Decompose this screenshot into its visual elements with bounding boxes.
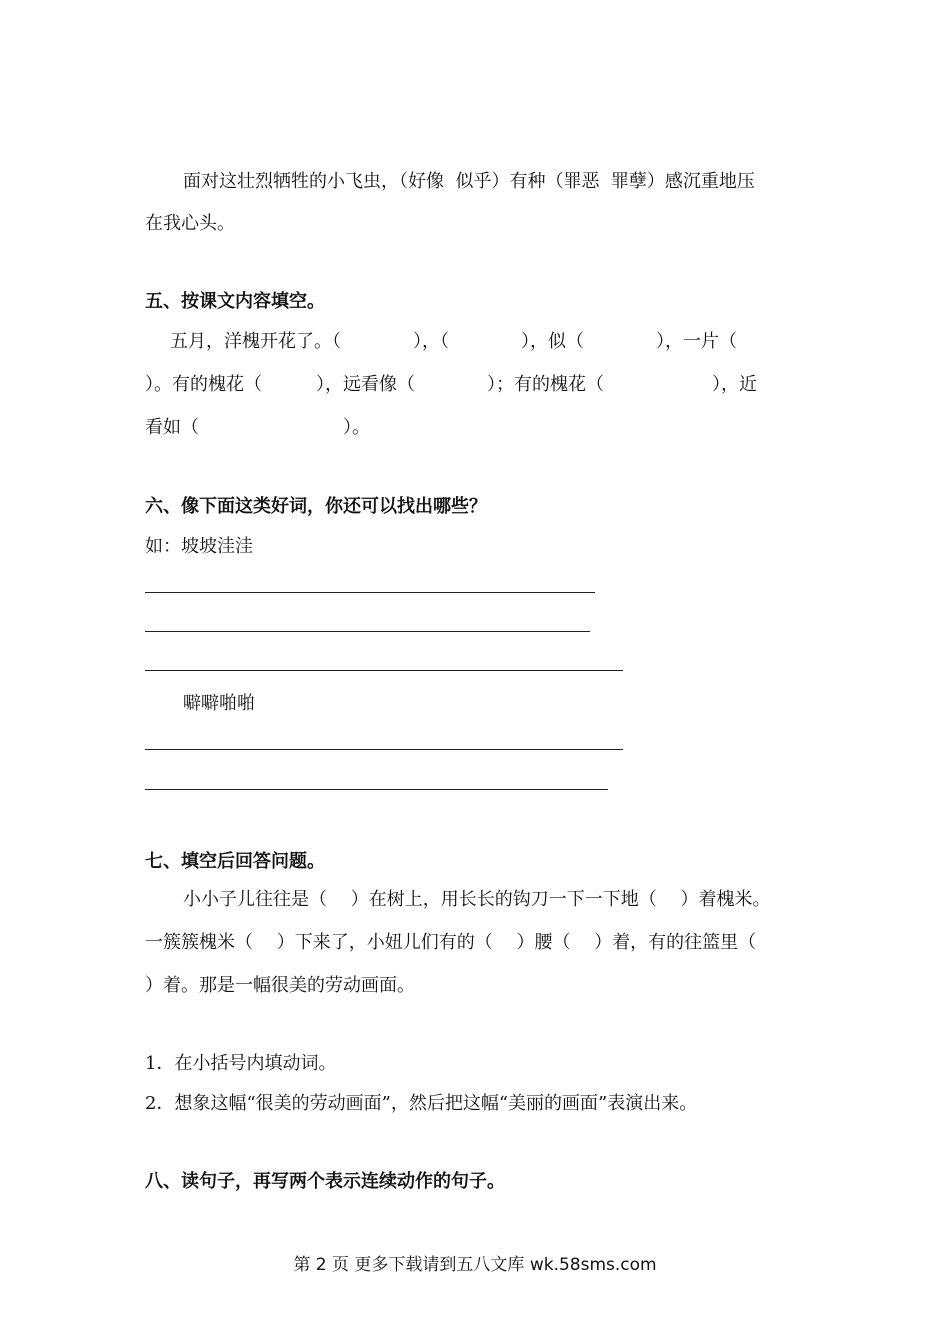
section5-line2: ）。有的槐花（ ），远看像（ ）；有的槐花（ ），近: [145, 374, 757, 395]
section6-heading: 六、像下面这类好词，你还可以找出哪些？: [145, 496, 487, 517]
answer-line-2: [145, 631, 590, 632]
answer-line-1: [145, 592, 595, 593]
section7-q2: 2．想象这幅“很美的劳动画面”，然后把这幅“美丽的画面”表演出来。: [145, 1093, 698, 1114]
section7-line1: 小小子儿往往是（ ）在树上，用长长的钩刀一下一下地（ ）着槐米。: [183, 889, 771, 910]
answer-line-3: [145, 670, 623, 671]
section4-line2: 在我心头。: [145, 213, 235, 234]
section7-line3: ）着。那是一幅很美的劳动画面。: [145, 975, 415, 996]
answer-line-5: [145, 789, 608, 790]
section4-line1: 面对这壮烈牺牲的小飞虫，（好像 似乎）有种（罪恶 罪孽）感沉重地压: [183, 171, 755, 192]
section5-line1: 五月，洋槐开花了。（ ），（ ），似（ ），一片（: [170, 331, 737, 352]
section7-line2: 一簇簇槐米（ ）下来了，小妞儿们有的（ ）腰（ ）着，有的往篮里（: [145, 932, 757, 953]
section7-heading: 七、填空后回答问题。: [145, 851, 325, 872]
section5-line3: 看如（ ）。: [145, 417, 370, 438]
page-footer: 第 2 页 更多下载请到五八文库 wk.58sms.com: [293, 1255, 657, 1275]
answer-line-4: [145, 749, 623, 750]
section6-example2: 噼噼啪啪: [183, 693, 255, 714]
section6-example1: 如：坡坡洼洼: [145, 536, 253, 557]
section7-q1: 1．在小括号内填动词。: [145, 1053, 337, 1074]
section5-heading: 五、按课文内容填空。: [145, 291, 325, 312]
section8-heading: 八、读句子，再写两个表示连续动作的句子。: [145, 1171, 505, 1192]
